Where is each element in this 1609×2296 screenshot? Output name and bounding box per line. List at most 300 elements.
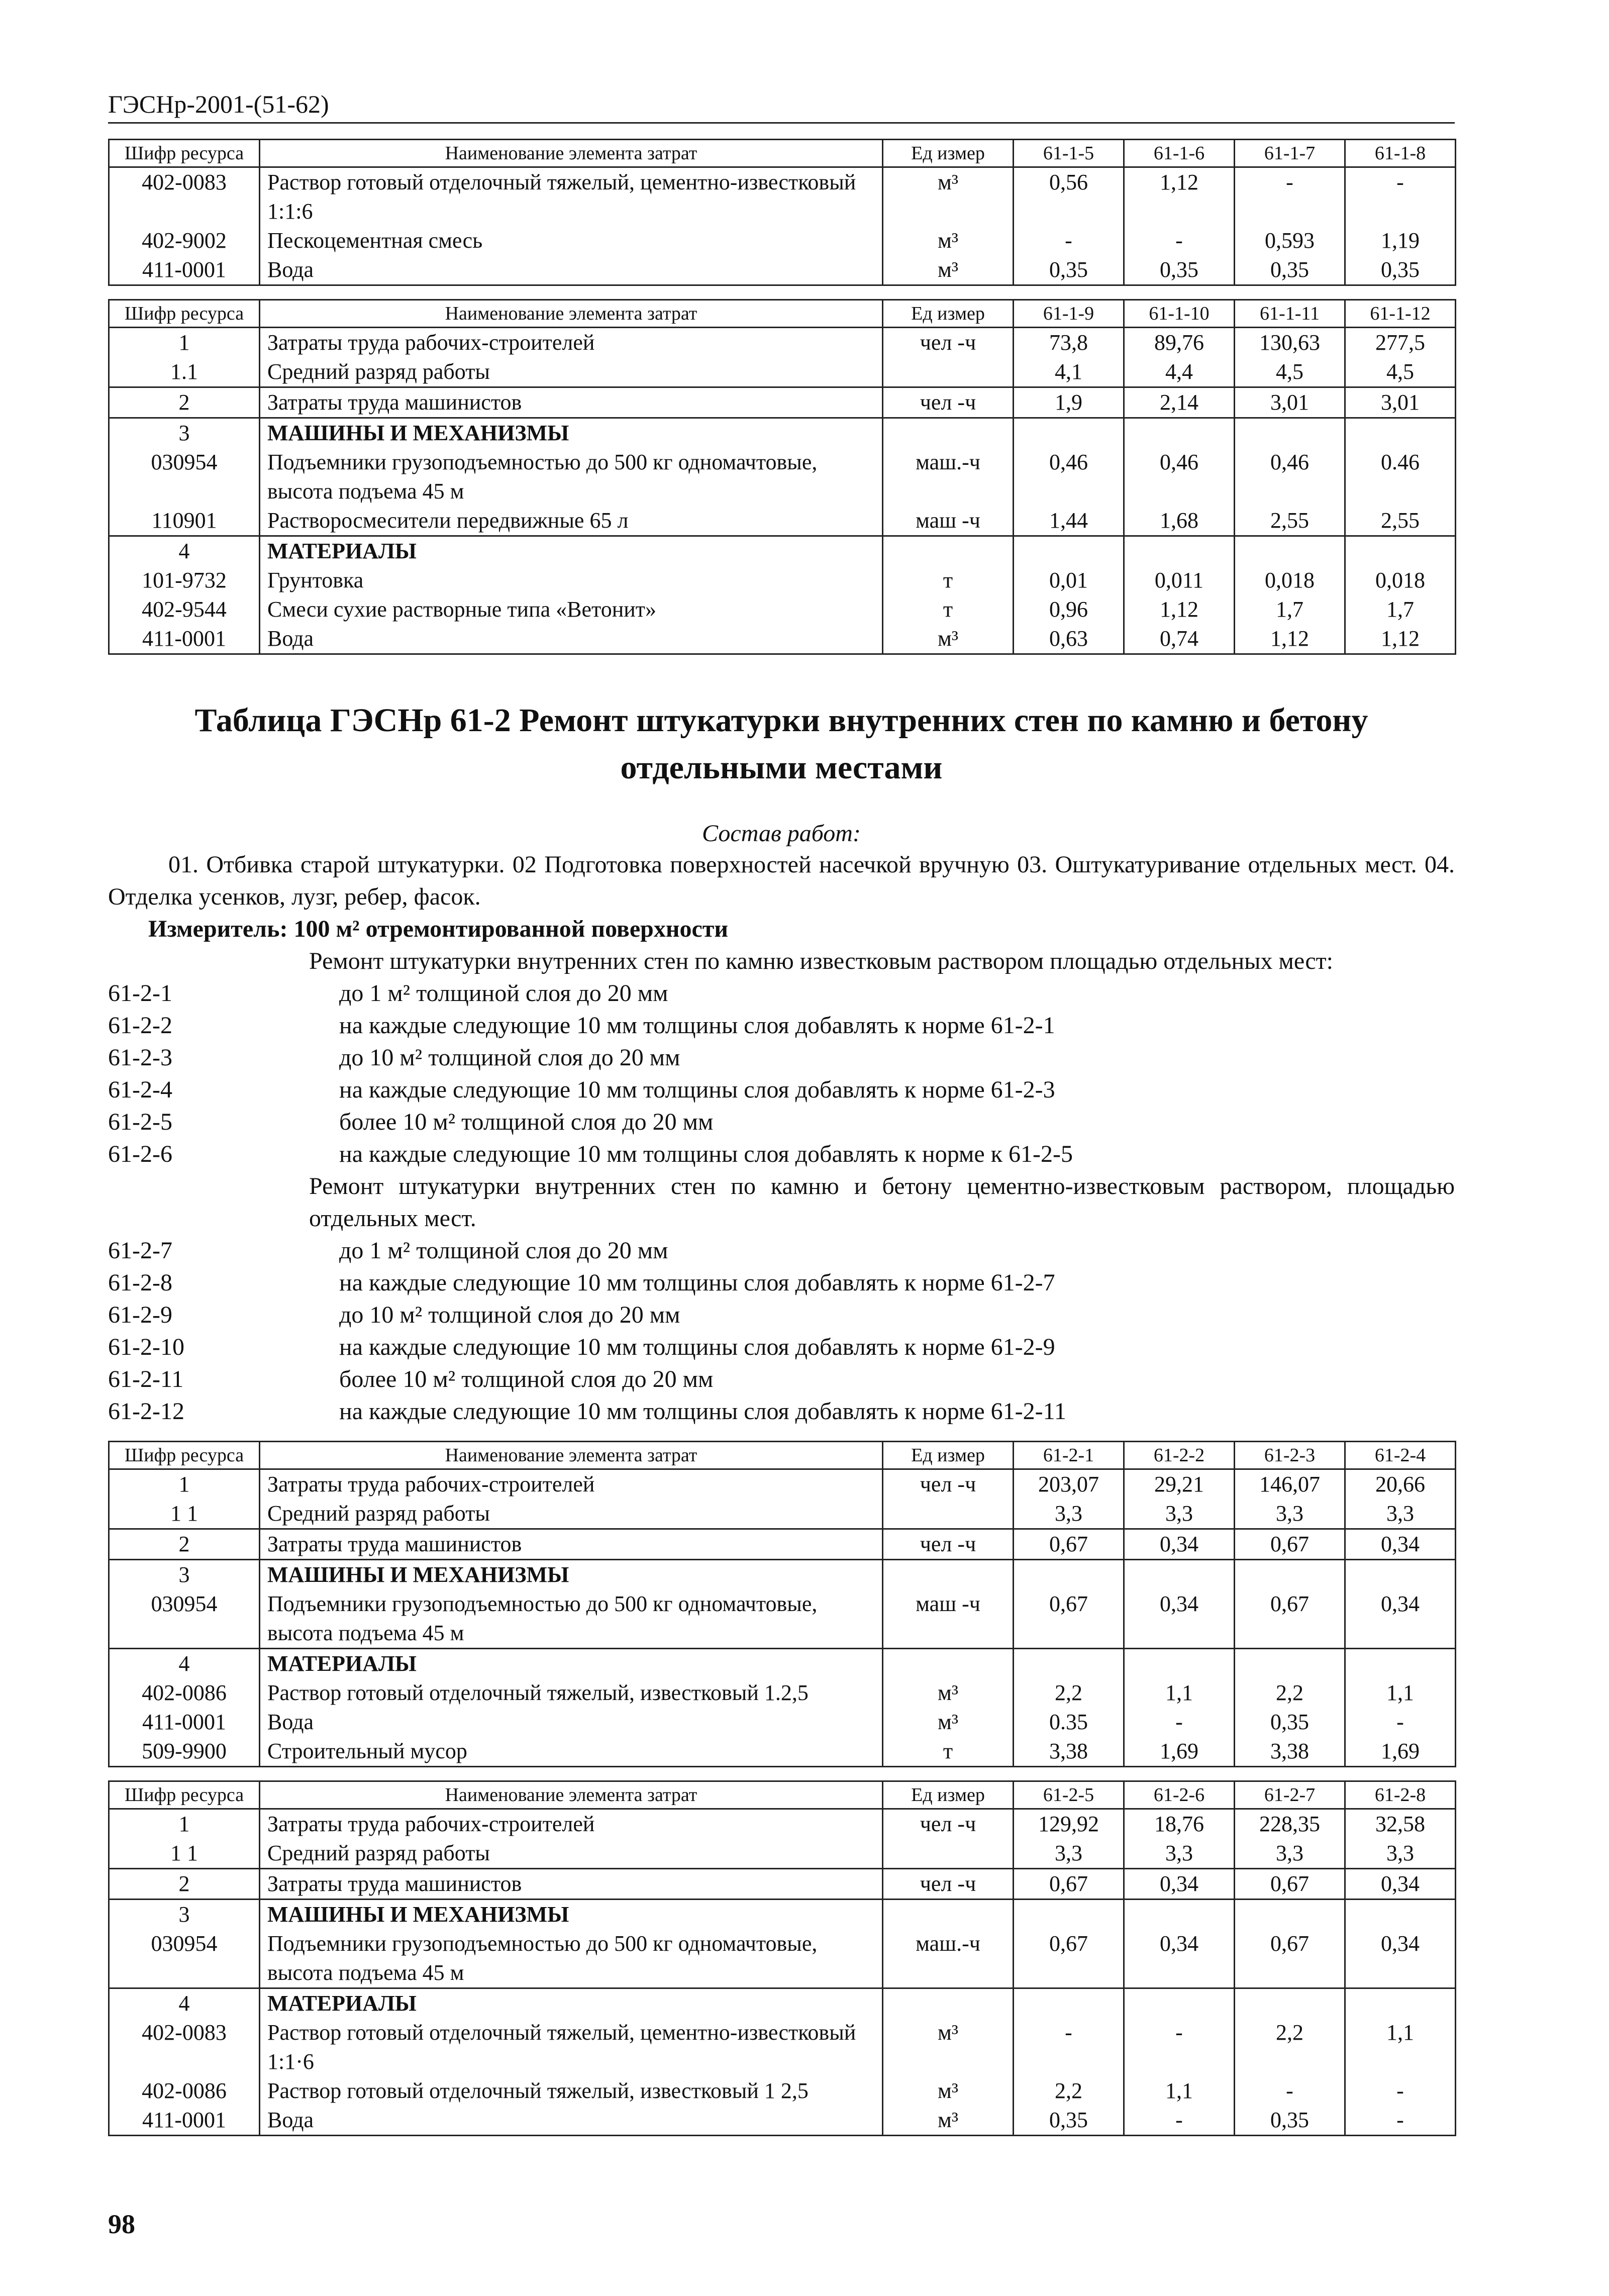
- table-row: [109, 328, 1456, 358]
- norm-value-cell: [1235, 1560, 1345, 1590]
- norm-description: на каждые следующие 10 мм толщины слоя добавлять к норме 61-2-11: [339, 1398, 1066, 1425]
- table-row: [109, 566, 1456, 595]
- norm-value-cell: 129,92: [1014, 1809, 1124, 1839]
- norm-value-cell: [1345, 1560, 1456, 1590]
- cost-element-name-cell: Затраты труда машинистов: [260, 387, 883, 418]
- column-header: 61-2-3: [1235, 1442, 1345, 1469]
- table-row: [109, 1589, 1456, 1649]
- resource-code-cell: 4: [109, 536, 260, 566]
- norm-code: 61-2-9: [108, 1302, 172, 1328]
- norm-value-cell: 1,12: [1345, 624, 1456, 654]
- norm-value-cell: 0,67: [1235, 1869, 1345, 1900]
- norm-list-item: [108, 1042, 1455, 1074]
- resource-code-cell: 030954: [109, 448, 260, 506]
- unit-cell: [883, 357, 1014, 387]
- resource-code-cell: 030954: [109, 1929, 260, 1988]
- unit-cell: [883, 1499, 1014, 1529]
- norm-description: более 10 м² толщиной слоя до 20 мм: [339, 1109, 714, 1135]
- table-row: [109, 536, 1456, 566]
- table-row: [109, 255, 1456, 285]
- table-row: [109, 418, 1456, 448]
- column-header: Ед измер: [883, 1442, 1014, 1469]
- norm-value-cell: 32,58: [1345, 1809, 1456, 1839]
- norm-value-cell: 18,76: [1124, 1809, 1235, 1839]
- norm-value-cell: -: [1345, 1708, 1456, 1737]
- cost-element-name-cell: МАШИНЫ И МЕХАНИЗМЫ: [260, 1560, 883, 1590]
- cost-element-name-cell: Вода: [260, 624, 883, 654]
- unit-cell: маш.-ч: [883, 448, 1014, 506]
- column-header: 61-1-10: [1124, 300, 1235, 328]
- unit-cell: м³: [883, 2106, 1014, 2136]
- norm-value-cell: [1345, 1900, 1456, 1930]
- resource-code-cell: 402-0086: [109, 1678, 260, 1708]
- norm-value-cell: 2,2: [1014, 2076, 1124, 2106]
- norm-value-cell: 89,76: [1124, 328, 1235, 358]
- cost-element-name-cell: МАШИНЫ И МЕХАНИЗМЫ: [260, 1900, 883, 1930]
- norm-value-cell: 1,12: [1235, 624, 1345, 654]
- norm-value-cell: 0,56: [1014, 167, 1124, 227]
- norm-list-item: [108, 977, 1455, 1010]
- unit-cell: т: [883, 1737, 1014, 1767]
- column-header: 61-1-7: [1235, 140, 1345, 167]
- unit-cell: чел -ч: [883, 1469, 1014, 1500]
- norm-value-cell: 228,35: [1235, 1809, 1345, 1839]
- table-row: [109, 1839, 1456, 1869]
- table-row: [109, 1869, 1456, 1900]
- unit-cell: [883, 1900, 1014, 1930]
- cost-element-name-cell: Смеси сухие растворные типа «Ветонит»: [260, 595, 883, 624]
- norm-value-cell: -: [1124, 2106, 1235, 2136]
- norm-value-cell: 0,34: [1345, 1929, 1456, 1988]
- unit-cell: м³: [883, 624, 1014, 654]
- norm-value-cell: 1,1: [1124, 2076, 1235, 2106]
- unit-cell: т: [883, 595, 1014, 624]
- norm-code: 61-2-12: [108, 1398, 184, 1425]
- cost-element-name-cell: Подъемники грузоподъемностью до 500 кг одномачтовые, высота подъема 45 м: [260, 1589, 883, 1649]
- norm-value-cell: 4,5: [1235, 357, 1345, 387]
- norm-value-cell: [1124, 418, 1235, 448]
- norm-value-cell: 203,07: [1014, 1469, 1124, 1500]
- resource-code-cell: 4: [109, 1649, 260, 1679]
- cost-element-name-cell: Раствор готовый отделочный тяжелый, цементно-известковый 1:1:6: [260, 167, 883, 227]
- norm-value-cell: [1124, 1560, 1235, 1590]
- norm-value-cell: -: [1014, 226, 1124, 255]
- norm-value-cell: 20,66: [1345, 1469, 1456, 1500]
- column-header: Ед измер: [883, 300, 1014, 328]
- norm-list-item: [108, 1235, 1455, 1267]
- column-header: Шифр ресурса: [109, 1781, 260, 1809]
- norm-code: 61-2-8: [108, 1269, 172, 1296]
- norm-value-cell: 0,67: [1014, 1929, 1124, 1988]
- cost-element-name-cell: Строительный мусор: [260, 1737, 883, 1767]
- norm-list-item: [108, 1331, 1455, 1363]
- table-row: [109, 387, 1456, 418]
- cost-element-name-cell: Вода: [260, 1708, 883, 1737]
- column-header: 61-1-9: [1014, 300, 1124, 328]
- unit-cell: [883, 1839, 1014, 1869]
- norm-value-cell: 0,46: [1124, 448, 1235, 506]
- column-header: 61-1-8: [1345, 140, 1456, 167]
- meter-value: 100 м² отремонтированной поверхности: [293, 916, 729, 942]
- norm-value-cell: 0,35: [1235, 1708, 1345, 1737]
- norm-value-cell: -: [1014, 2018, 1124, 2076]
- resource-code-cell: 2: [109, 1529, 260, 1560]
- column-header: 61-2-8: [1345, 1781, 1456, 1809]
- unit-cell: [883, 1988, 1014, 2019]
- norm-description: до 10 м² толщиной слоя до 20 мм: [339, 1044, 680, 1071]
- resource-code-cell: 402-9002: [109, 226, 260, 255]
- resource-code-cell: 101-9732: [109, 566, 260, 595]
- table-row: [109, 1929, 1456, 1988]
- resource-code-cell: 411-0001: [109, 255, 260, 285]
- norm-value-cell: [1235, 536, 1345, 566]
- norm-value-cell: [1345, 418, 1456, 448]
- resource-code-cell: 4: [109, 1988, 260, 2019]
- cost-element-name-cell: Вода: [260, 2106, 883, 2136]
- norm-value-cell: 0,35: [1235, 2106, 1345, 2136]
- cost-element-name-cell: Затраты труда рабочих-строителей: [260, 328, 883, 358]
- norm-value-cell: 3,38: [1235, 1737, 1345, 1767]
- cost-element-name-cell: МАТЕРИАЛЫ: [260, 1988, 883, 2019]
- norm-code: 61-2-2: [108, 1012, 172, 1039]
- norms-table-61-1-9-12: [108, 299, 1456, 655]
- norm-value-cell: 1,44: [1014, 506, 1124, 536]
- norm-description: до 1 м² толщиной слоя до 20 мм: [339, 980, 668, 1007]
- norm-value-cell: 0,34: [1124, 1529, 1235, 1560]
- norm-value-cell: 3,3: [1235, 1499, 1345, 1529]
- cost-element-name-cell: Раствор готовый отделочный тяжелый, известковый 1 2,5: [260, 2076, 883, 2106]
- cost-element-name-cell: Затраты труда рабочих-строителей: [260, 1469, 883, 1500]
- table-row: [109, 1809, 1456, 1839]
- table-row: [109, 1737, 1456, 1767]
- unit-cell: м³: [883, 226, 1014, 255]
- unit-cell: чел -ч: [883, 1869, 1014, 1900]
- column-header: Шифр ресурса: [109, 140, 260, 167]
- unit-cell: т: [883, 566, 1014, 595]
- norm-code: 61-2-1: [108, 980, 172, 1007]
- norm-value-cell: 2,55: [1235, 506, 1345, 536]
- table-header-row: [109, 1442, 1456, 1469]
- table-row: [109, 1900, 1456, 1930]
- norm-value-cell: 0,35: [1345, 255, 1456, 285]
- norm-value-cell: 0,67: [1014, 1529, 1124, 1560]
- norm-list-item: [108, 1363, 1455, 1395]
- table-row: [109, 624, 1456, 654]
- unit-cell: маш -ч: [883, 1589, 1014, 1649]
- norm-value-cell: 3,3: [1345, 1499, 1456, 1529]
- document-page: [108, 88, 1455, 2136]
- norm-value-cell: 3,3: [1124, 1499, 1235, 1529]
- table-1-container: [108, 139, 1455, 286]
- table-4-container: [108, 1780, 1455, 2136]
- norm-value-cell: [1014, 418, 1124, 448]
- resource-code-cell: 030954: [109, 1589, 260, 1649]
- norm-value-cell: 1,9: [1014, 387, 1124, 418]
- norm-value-cell: 1,1: [1345, 1678, 1456, 1708]
- unit-cell: м³: [883, 1678, 1014, 1708]
- column-header: Наименование элемента затрат: [260, 1781, 883, 1809]
- table-row: [109, 1649, 1456, 1679]
- table-row: [109, 448, 1456, 506]
- norm-value-cell: [1124, 1988, 1235, 2019]
- column-header: Шифр ресурса: [109, 300, 260, 328]
- norm-value-cell: -: [1124, 1708, 1235, 1737]
- norm-value-cell: 0,46: [1235, 448, 1345, 506]
- unit-cell: м³: [883, 255, 1014, 285]
- norms-table-61-1-5-8: [108, 139, 1456, 286]
- norm-list-item: [108, 1395, 1455, 1428]
- norm-value-cell: 0,35: [1014, 255, 1124, 285]
- table-row: [109, 2076, 1456, 2106]
- norm-description: на каждые следующие 10 мм толщины слоя добавлять к норме 61-2-7: [339, 1269, 1055, 1296]
- page-number: 98: [108, 2209, 135, 2239]
- table-row: [109, 506, 1456, 536]
- cost-element-name-cell: МАТЕРИАЛЫ: [260, 1649, 883, 1679]
- norm-value-cell: 0,34: [1124, 1589, 1235, 1649]
- unit-cell: чел -ч: [883, 387, 1014, 418]
- resource-code-cell: 1: [109, 328, 260, 358]
- meter-line: [148, 913, 1455, 945]
- norm-description: на каждые следующие 10 мм толщины слоя добавлять к норме 61-2-3: [339, 1076, 1055, 1103]
- norm-value-cell: 0,593: [1235, 226, 1345, 255]
- norm-value-cell: 2,55: [1345, 506, 1456, 536]
- norm-value-cell: 0,34: [1345, 1529, 1456, 1560]
- column-header: 61-1-12: [1345, 300, 1456, 328]
- norm-value-cell: [1235, 418, 1345, 448]
- norm-value-cell: 0,018: [1345, 566, 1456, 595]
- column-header: Ед измер: [883, 1781, 1014, 1809]
- norm-value-cell: 0,67: [1235, 1589, 1345, 1649]
- table-row: [109, 2106, 1456, 2136]
- norm-value-cell: 3,3: [1235, 1839, 1345, 1869]
- unit-cell: м³: [883, 1708, 1014, 1737]
- unit-cell: чел -ч: [883, 1529, 1014, 1560]
- norm-description: более 10 м² толщиной слоя до 20 мм: [339, 1366, 714, 1392]
- norm-list-item: [108, 1138, 1455, 1170]
- norm-value-cell: 0,74: [1124, 624, 1235, 654]
- table-row: [109, 1529, 1456, 1560]
- table-header-row: [109, 300, 1456, 328]
- norm-value-cell: -: [1345, 2106, 1456, 2136]
- norm-value-cell: 1,7: [1235, 595, 1345, 624]
- norm-value-cell: 0.46: [1345, 448, 1456, 506]
- resource-code-cell: 3: [109, 1560, 260, 1590]
- unit-cell: маш -ч: [883, 506, 1014, 536]
- resource-code-cell: 1 1: [109, 1499, 260, 1529]
- resource-code-cell: 1: [109, 1469, 260, 1500]
- cost-element-name-cell: Затраты труда машинистов: [260, 1869, 883, 1900]
- norm-value-cell: 0,34: [1345, 1869, 1456, 1900]
- resource-code-cell: 402-0083: [109, 167, 260, 227]
- norm-value-cell: 4,5: [1345, 357, 1456, 387]
- cost-element-name-cell: Раствор готовый отделочный тяжелый, известковый 1.2,5: [260, 1678, 883, 1708]
- norm-value-cell: 29,21: [1124, 1469, 1235, 1500]
- resource-code-cell: 402-9544: [109, 595, 260, 624]
- norm-value-cell: 1,1: [1124, 1678, 1235, 1708]
- norm-value-cell: 1,12: [1124, 595, 1235, 624]
- norms-table-61-2-5-8: [108, 1780, 1456, 2136]
- table-header-row: [109, 140, 1456, 167]
- norm-description: на каждые следующие 10 мм толщины слоя добавлять к норме 61-2-1: [339, 1012, 1055, 1039]
- norm-value-cell: 2,2: [1235, 1678, 1345, 1708]
- cost-element-name-cell: Средний разряд работы: [260, 1499, 883, 1529]
- norm-list-group-2: [108, 1235, 1455, 1428]
- column-header: 61-2-4: [1345, 1442, 1456, 1469]
- norm-value-cell: 146,07: [1235, 1469, 1345, 1500]
- unit-cell: м³: [883, 167, 1014, 227]
- table-2-container: [108, 299, 1455, 655]
- norm-list-item: [108, 1267, 1455, 1299]
- cost-element-name-cell: МАТЕРИАЛЫ: [260, 536, 883, 566]
- norm-value-cell: 0,01: [1014, 566, 1124, 595]
- column-header: Наименование элемента затрат: [260, 1442, 883, 1469]
- table-row: [109, 1560, 1456, 1590]
- norm-value-cell: 4,4: [1124, 357, 1235, 387]
- norm-value-cell: [1124, 1900, 1235, 1930]
- cost-element-name-cell: Подъемники грузоподъемностью до 500 кг одномачтовые, высота подъема 45 м: [260, 448, 883, 506]
- norm-value-cell: 0,34: [1345, 1589, 1456, 1649]
- norm-value-cell: 2,14: [1124, 387, 1235, 418]
- unit-cell: [883, 418, 1014, 448]
- column-header: 61-2-5: [1014, 1781, 1124, 1809]
- norm-value-cell: 1,68: [1124, 506, 1235, 536]
- norm-value-cell: [1235, 1649, 1345, 1679]
- norms-table-61-2-1-4: [108, 1441, 1456, 1767]
- norm-code: 61-2-4: [108, 1076, 172, 1103]
- column-header: Шифр ресурса: [109, 1442, 260, 1469]
- resource-code-cell: 402-0083: [109, 2018, 260, 2076]
- norm-value-cell: [1345, 1649, 1456, 1679]
- table-61-2-title: Таблица ГЭСНр 61-2 Ремонт штукатурки внутренних стен по камню и бетону отдельными местами: [194, 702, 1368, 786]
- column-header: 61-1-5: [1014, 140, 1124, 167]
- resource-code-cell: 1: [109, 1809, 260, 1839]
- norm-list-item: [108, 1074, 1455, 1106]
- table-row: [109, 1499, 1456, 1529]
- cost-element-name-cell: Средний разряд работы: [260, 357, 883, 387]
- table-row: [109, 226, 1456, 255]
- column-header: Ед измер: [883, 140, 1014, 167]
- cost-element-name-cell: Вода: [260, 255, 883, 285]
- norm-value-cell: 130,63: [1235, 328, 1345, 358]
- table-row: [109, 1469, 1456, 1500]
- cost-element-name-cell: Средний разряд работы: [260, 1839, 883, 1869]
- resource-code-cell: 509-9900: [109, 1737, 260, 1767]
- resource-code-cell: 3: [109, 1900, 260, 1930]
- norm-value-cell: [1345, 1988, 1456, 2019]
- norm-value-cell: 0,34: [1124, 1929, 1235, 1988]
- norm-value-cell: 4,1: [1014, 357, 1124, 387]
- group-1-description: Ремонт штукатурки внутренних стен по камню известковым раствором площадью отдельных мест:: [309, 948, 1333, 974]
- column-header: 61-2-6: [1124, 1781, 1235, 1809]
- norm-value-cell: 0,67: [1014, 1869, 1124, 1900]
- norm-value-cell: 3,3: [1014, 1839, 1124, 1869]
- norm-value-cell: -: [1235, 2076, 1345, 2106]
- unit-cell: маш.-ч: [883, 1929, 1014, 1988]
- norm-value-cell: 0,46: [1014, 448, 1124, 506]
- resource-code-cell: 411-0001: [109, 624, 260, 654]
- norm-code: 61-2-7: [108, 1237, 172, 1264]
- table-row: [109, 357, 1456, 387]
- norm-value-cell: -: [1345, 2076, 1456, 2106]
- norm-value-cell: -: [1235, 167, 1345, 227]
- norm-value-cell: 2,2: [1014, 1678, 1124, 1708]
- norm-value-cell: 73,8: [1014, 328, 1124, 358]
- group-2-description: Ремонт штукатурки внутренних стен по камню и бетону цементно-известковым раствором, площадью отдельных мест.: [309, 1173, 1455, 1232]
- column-header: 61-1-11: [1235, 300, 1345, 328]
- norm-value-cell: 0,018: [1235, 566, 1345, 595]
- table-row: [109, 1678, 1456, 1708]
- norm-value-cell: 0,67: [1014, 1589, 1124, 1649]
- norm-value-cell: [1014, 1649, 1124, 1679]
- norm-description: на каждые следующие 10 мм толщины слоя добавлять к норме к 61-2-5: [339, 1141, 1073, 1167]
- norm-value-cell: 1,1: [1345, 2018, 1456, 2076]
- norm-value-cell: [1124, 536, 1235, 566]
- norm-description: на каждые следующие 10 мм толщины слоя добавлять к норме 61-2-9: [339, 1334, 1055, 1360]
- norm-list-group-1: [108, 977, 1455, 1170]
- resource-code-cell: 110901: [109, 506, 260, 536]
- norm-value-cell: [1014, 1560, 1124, 1590]
- norm-value-cell: [1345, 536, 1456, 566]
- norm-value-cell: [1014, 1900, 1124, 1930]
- table-row: [109, 2018, 1456, 2076]
- norm-list-item: [108, 1299, 1455, 1331]
- table-header-row: [109, 1781, 1456, 1809]
- norm-value-cell: [1235, 1900, 1345, 1930]
- resource-code-cell: 3: [109, 418, 260, 448]
- norm-value-cell: 3,01: [1345, 387, 1456, 418]
- cost-element-name-cell: Пескоцементная смесь: [260, 226, 883, 255]
- norm-value-cell: 0,67: [1235, 1929, 1345, 1988]
- norm-value-cell: [1014, 1988, 1124, 2019]
- work-composition-label: Состав работ:: [702, 820, 861, 847]
- norm-value-cell: -: [1124, 226, 1235, 255]
- table-row: [109, 1708, 1456, 1737]
- norm-value-cell: 0,63: [1014, 624, 1124, 654]
- column-header: 61-2-2: [1124, 1442, 1235, 1469]
- unit-cell: [883, 536, 1014, 566]
- norm-value-cell: 0.35: [1014, 1708, 1124, 1737]
- norm-value-cell: 0,35: [1124, 255, 1235, 285]
- resource-code-cell: 411-0001: [109, 1708, 260, 1737]
- cost-element-name-cell: Подъемники грузоподъемностью до 500 кг одномачтовые, высота подъема 45 м: [260, 1929, 883, 1988]
- resource-code-cell: 1.1: [109, 357, 260, 387]
- column-header: 61-2-1: [1014, 1442, 1124, 1469]
- norm-code: 61-2-5: [108, 1109, 172, 1135]
- norm-list-item: [108, 1106, 1455, 1138]
- column-header: Наименование элемента затрат: [260, 140, 883, 167]
- norm-value-cell: 0,011: [1124, 566, 1235, 595]
- norm-value-cell: [1124, 1649, 1235, 1679]
- resource-code-cell: 2: [109, 1869, 260, 1900]
- norm-value-cell: 0,35: [1014, 2106, 1124, 2136]
- norm-value-cell: [1235, 1988, 1345, 2019]
- cost-element-name-cell: МАШИНЫ И МЕХАНИЗМЫ: [260, 418, 883, 448]
- cost-element-name-cell: Растворосмесители передвижные 65 л: [260, 506, 883, 536]
- norm-value-cell: 1,7: [1345, 595, 1456, 624]
- norm-value-cell: -: [1124, 2018, 1235, 2076]
- unit-cell: м³: [883, 2018, 1014, 2076]
- resource-code-cell: 402-0086: [109, 2076, 260, 2106]
- norm-value-cell: 1,69: [1124, 1737, 1235, 1767]
- resource-code-cell: 1 1: [109, 1839, 260, 1869]
- table-row: [109, 595, 1456, 624]
- norm-code: 61-2-3: [108, 1044, 172, 1071]
- unit-cell: м³: [883, 2076, 1014, 2106]
- resource-code-cell: 411-0001: [109, 2106, 260, 2136]
- column-header: Наименование элемента затрат: [260, 300, 883, 328]
- norm-list-item: [108, 1010, 1455, 1042]
- work-composition-text: 01. Отбивка старой штукатурки. 02 Подготовка поверхностей насечкой вручную 03. Оштукатуривание отдельных мест. 04. Отделка усенков, лузг, ребер, фасок.: [108, 851, 1455, 910]
